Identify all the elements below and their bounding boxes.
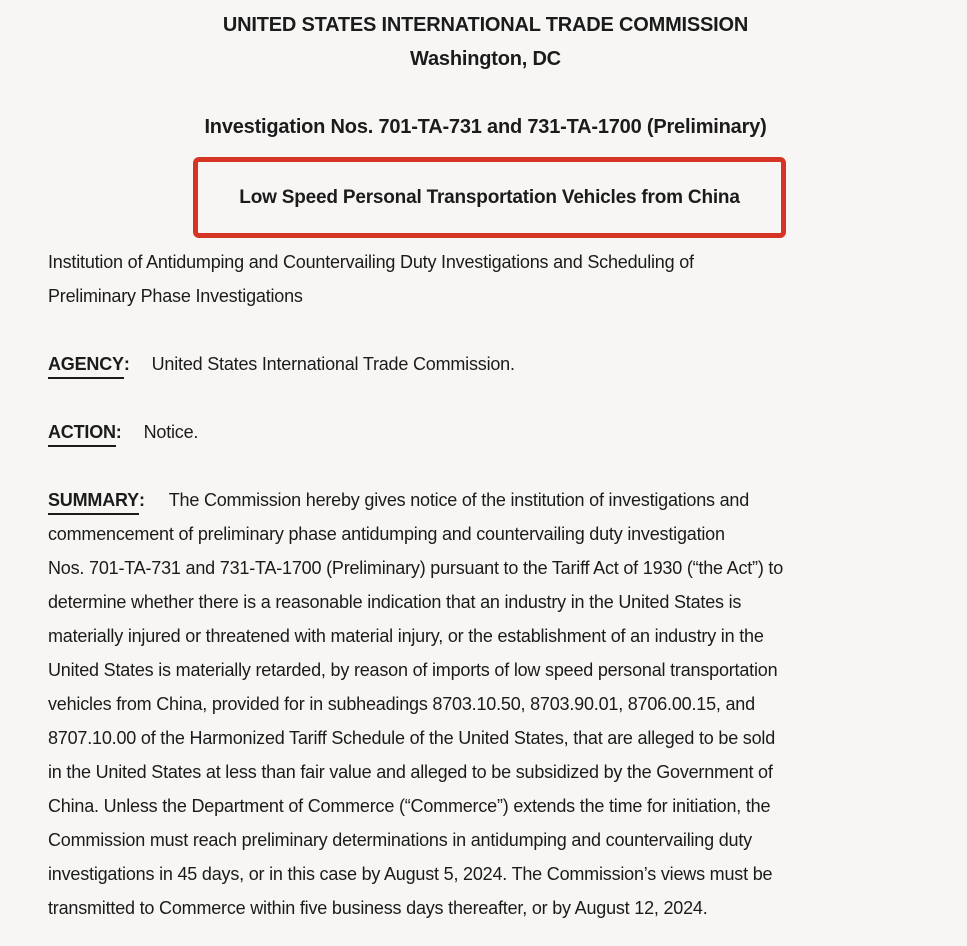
summary-text-line: determine whether there is a reasonable indication that an industry in the United States is <box>48 592 742 612</box>
agency-label: AGENCY <box>48 351 124 379</box>
action-colon: : <box>115 422 122 442</box>
agency-colon: : <box>123 354 130 374</box>
summary-text-line: transmitted to Commerce within five business days thereafter, or by August 12, 2024. <box>48 898 708 918</box>
summary-paragraph <box>48 483 923 925</box>
summary-colon: : <box>138 490 145 510</box>
summary-text-line: in the United States at less than fair value and alleged to be subsidized by the Government of <box>48 762 773 782</box>
commission-title: UNITED STATES INTERNATIONAL TRADE COMMISSION <box>222 14 749 36</box>
summary-text-line: vehicles from China, provided for in subheadings 8703.10.50, 8703.90.01, 8706.00.15, and <box>48 694 755 714</box>
summary-label: SUMMARY <box>48 487 139 515</box>
action-label: ACTION <box>48 419 116 447</box>
summary-first-line <box>48 483 923 517</box>
summary-text-line: commencement of preliminary phase antidumping and countervailing duty investigation <box>48 524 725 544</box>
commission-location: Washington, DC <box>410 48 561 70</box>
summary-text-line: United States is materially retarded, by reason of imports of low speed personal transportation <box>48 660 778 680</box>
case-title: Low Speed Personal Transportation Vehicles from China <box>239 186 740 208</box>
summary-text-line: The Commission hereby gives notice of the institution of investigations and <box>168 490 750 510</box>
summary-text-line: 8707.10.00 of the Harmonized Tariff Schedule of the United States, that are alleged to be sold <box>48 728 776 748</box>
action-row <box>48 415 923 449</box>
subtitle-line: Preliminary Phase Investigations <box>48 286 303 306</box>
notice-subtitle <box>48 245 923 313</box>
subtitle-line: Institution of Antidumping and Countervailing Duty Investigations and Scheduling of <box>48 252 694 272</box>
summary-text-line: China. Unless the Department of Commerce (“Commerce”) extends the time for initiation, the <box>48 796 771 816</box>
agency-value: United States International Trade Commission. <box>151 354 515 374</box>
case-title-highlight-box <box>193 157 786 238</box>
summary-text-line: materially injured or threatened with material injury, or the establishment of an industry in the <box>48 626 764 646</box>
summary-text-line: investigations in 45 days, or in this case by August 5, 2024. The Commission’s views must be <box>48 864 773 884</box>
summary-text-line: Nos. 701-TA-731 and 731-TA-1700 (Preliminary) pursuant to the Tariff Act of 1930 (“the Act”) to <box>48 558 784 578</box>
summary-text-line: Commission must reach preliminary determinations in antidumping and countervailing duty <box>48 830 752 850</box>
action-value: Notice. <box>143 422 199 442</box>
investigation-numbers: Investigation Nos. 701-TA-731 and 731-TA-1700 (Preliminary) <box>204 116 767 138</box>
agency-row <box>48 347 923 381</box>
